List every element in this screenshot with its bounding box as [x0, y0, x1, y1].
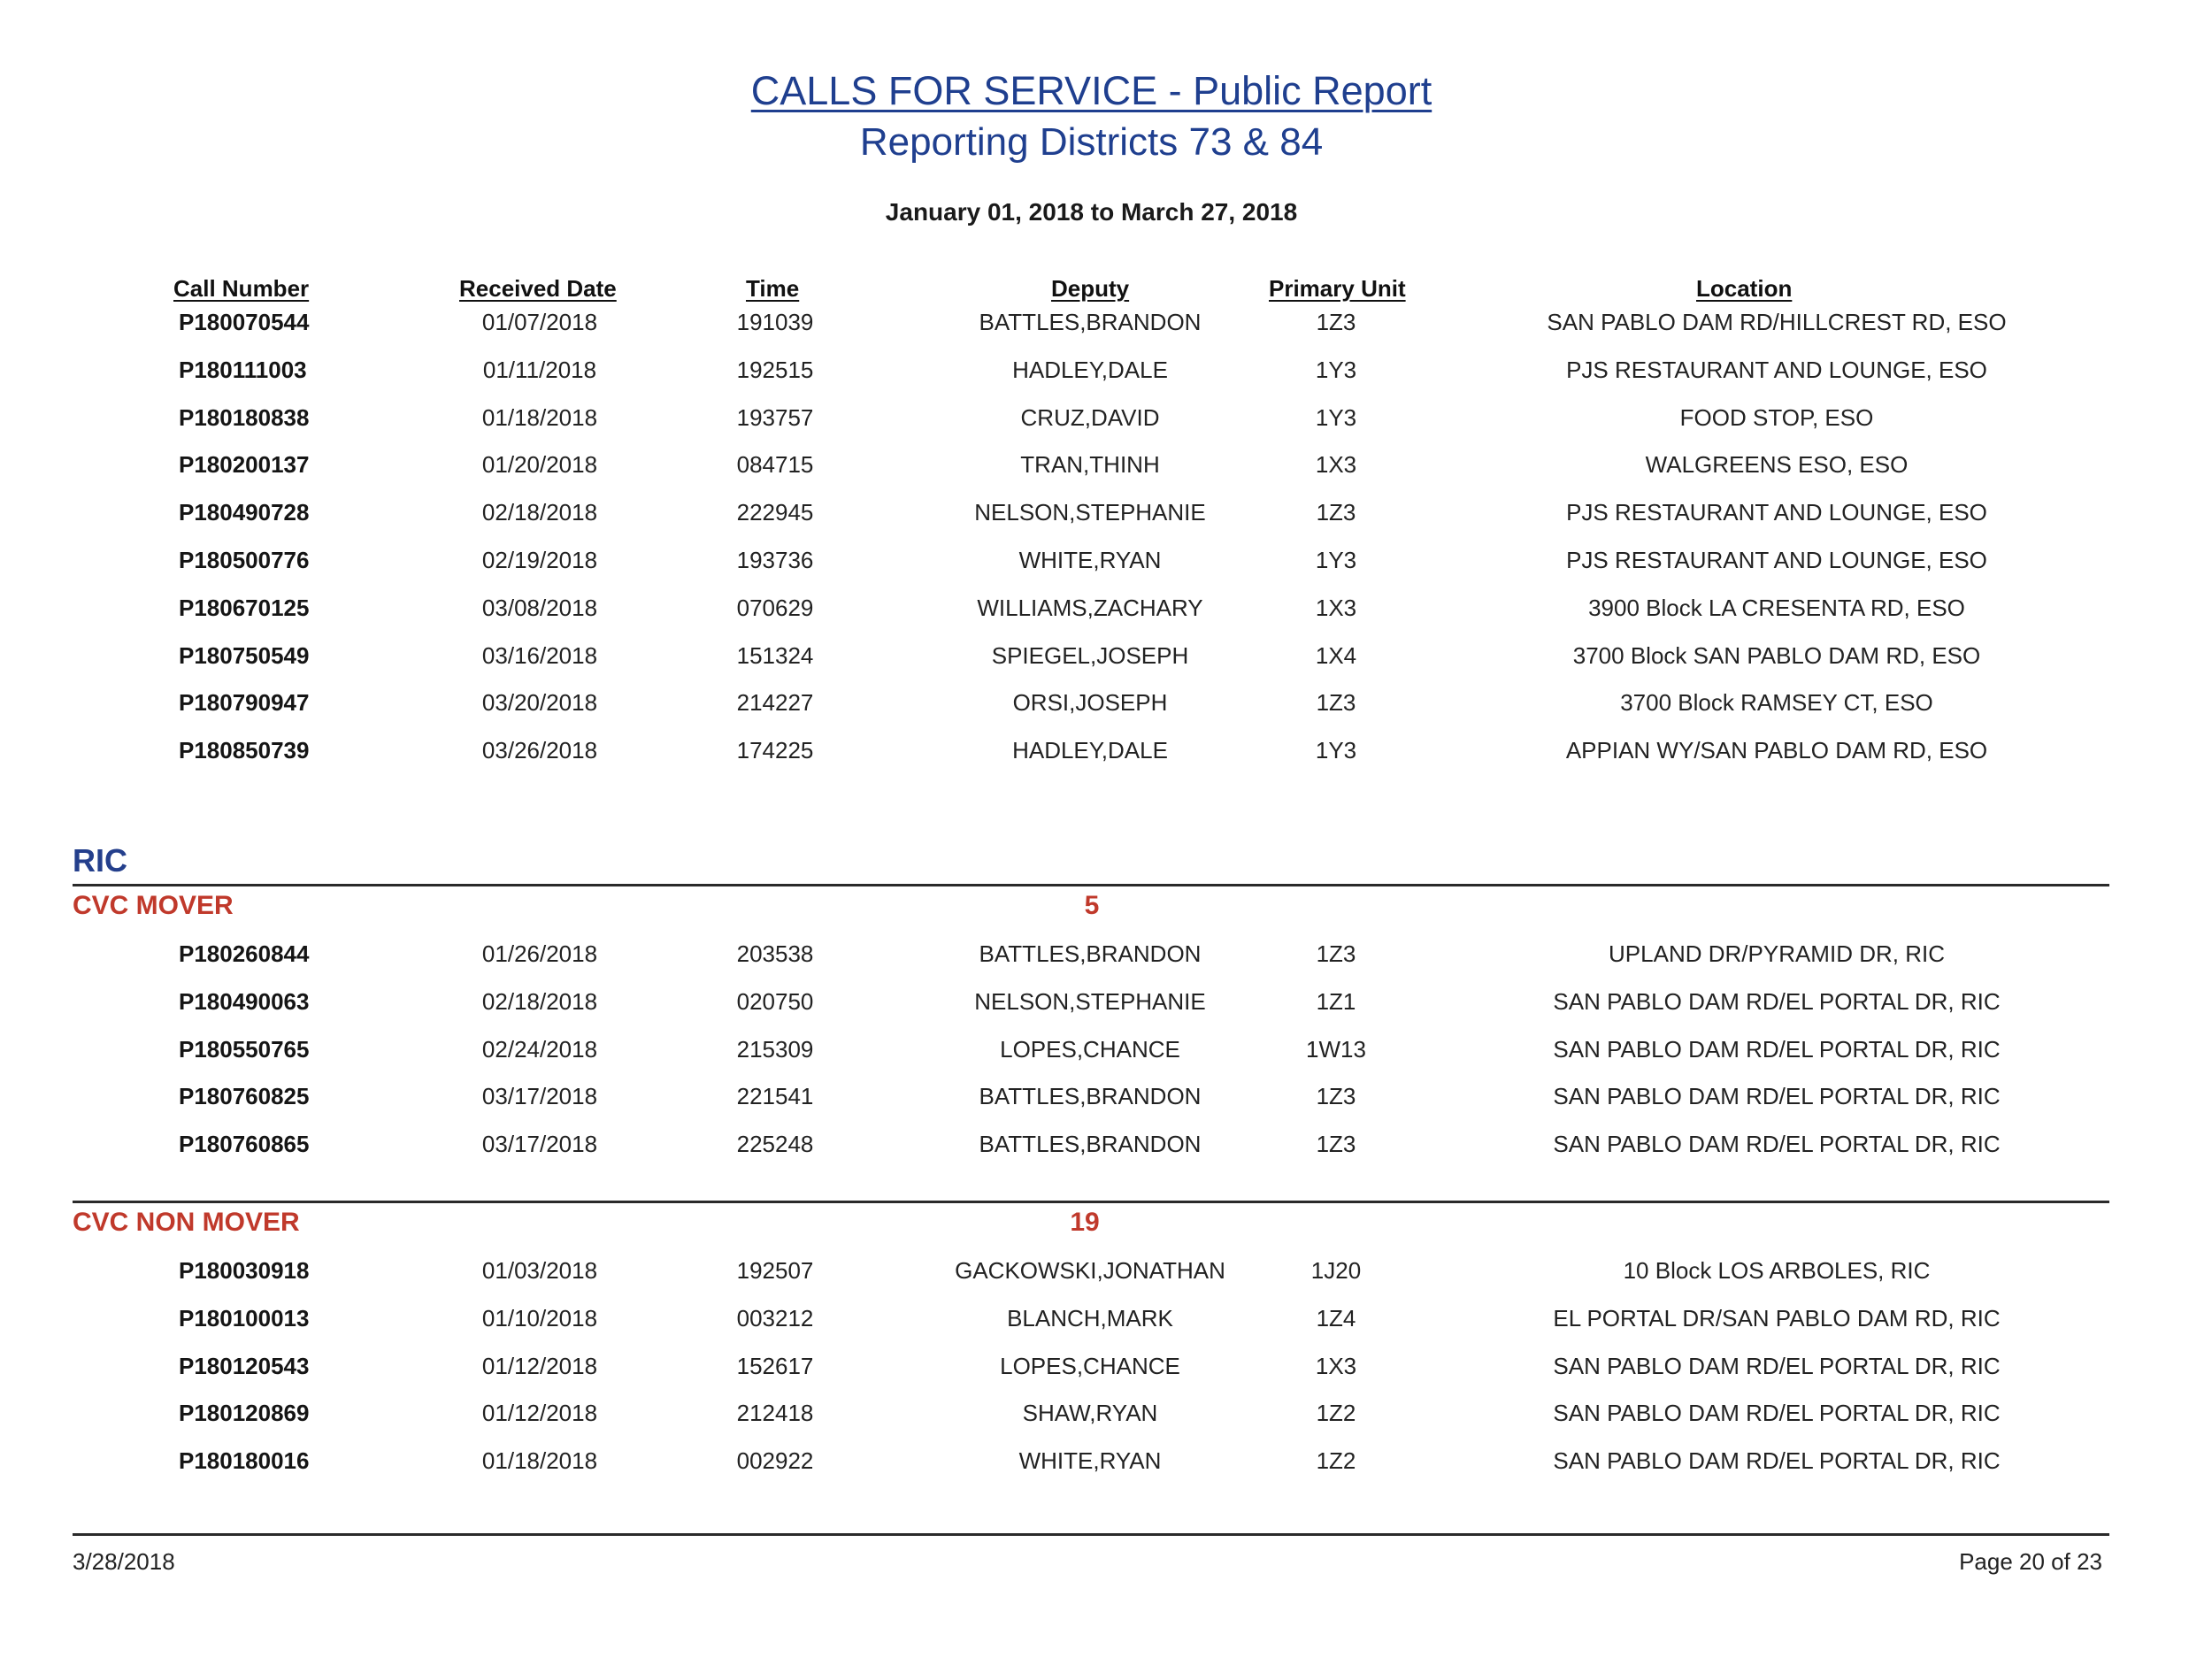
- primary-unit-cell: 1Z1: [1316, 987, 1356, 1015]
- category-count: 5: [1084, 891, 1100, 920]
- deputy-cell: SPIEGEL,JOSEPH: [991, 641, 1189, 669]
- footer-page-number: Page 20 of 23: [1959, 1548, 2102, 1575]
- category-count: 19: [1070, 1208, 1100, 1237]
- call-number-cell: P180850739: [179, 737, 310, 764]
- table-row: [0, 1395, 2212, 1431]
- time-cell: 193736: [736, 547, 814, 573]
- location-cell: 3900 Block LA CRESENTA RD, ESO: [1588, 594, 1965, 621]
- location-cell: UPLAND DR/PYRAMID DR, RIC: [1609, 940, 1945, 967]
- time-cell: 152617: [736, 1352, 814, 1379]
- location-cell: SAN PABLO DAM RD/EL PORTAL DR, RIC: [1553, 987, 2001, 1015]
- received-date-cell: 03/26/2018: [481, 737, 598, 764]
- time-cell: 192507: [736, 1257, 814, 1284]
- table-row: [0, 1301, 2212, 1336]
- call-number-cell: P180500776: [179, 547, 310, 573]
- primary-unit-cell: 1Z3: [1316, 1131, 1356, 1158]
- received-date-cell: 02/18/2018: [481, 987, 598, 1015]
- time-cell: 174225: [736, 737, 814, 764]
- table-row: [0, 1443, 2212, 1478]
- table-row: [0, 1253, 2212, 1288]
- time-cell: 214227: [736, 689, 814, 717]
- location-cell: 3700 Block RAMSEY CT, ESO: [1620, 689, 1933, 717]
- call-number-cell: P180180838: [179, 403, 310, 431]
- call-number-cell: P180180016: [179, 1447, 310, 1475]
- primary-unit-cell: 1Z2: [1316, 1400, 1356, 1427]
- time-cell: 203538: [736, 940, 814, 967]
- primary-unit-cell: 1Y3: [1315, 403, 1357, 431]
- received-date-cell: 03/08/2018: [481, 594, 598, 621]
- primary-unit-cell: 1Z3: [1316, 689, 1356, 717]
- time-cell: 212418: [736, 1400, 814, 1427]
- primary-unit-cell: 1X4: [1315, 641, 1357, 669]
- time-cell: 191039: [736, 309, 814, 335]
- primary-unit-cell: 1Z3: [1316, 940, 1356, 967]
- deputy-cell: NELSON,STEPHANIE: [974, 987, 1206, 1015]
- call-number-cell: P180070544: [179, 309, 310, 335]
- location-cell: FOOD STOP, ESO: [1679, 403, 1874, 431]
- column-header-received-date: Received Date: [459, 275, 617, 302]
- deputy-cell: BATTLES,BRANDON: [979, 1083, 1202, 1110]
- table-row: [0, 1348, 2212, 1384]
- deputy-cell: WHITE,RYAN: [1018, 547, 1162, 573]
- received-date-cell: 01/10/2018: [481, 1304, 598, 1331]
- time-cell: 084715: [736, 451, 814, 479]
- deputy-cell: HADLEY,DALE: [1012, 356, 1168, 383]
- received-date-cell: 01/18/2018: [481, 403, 598, 431]
- time-cell: 003212: [736, 1304, 814, 1331]
- category-name: CVC NON MOVER: [73, 1208, 300, 1237]
- deputy-cell: SHAW,RYAN: [1022, 1400, 1158, 1427]
- location-cell: WALGREENS ESO, ESO: [1645, 451, 1909, 479]
- table-row: [0, 685, 2212, 720]
- location-cell: APPIAN WY/SAN PABLO DAM RD, ESO: [1565, 737, 1988, 764]
- location-cell: PJS RESTAURANT AND LOUNGE, ESO: [1566, 499, 1987, 526]
- time-cell: 215309: [736, 1035, 814, 1063]
- time-cell: 151324: [736, 641, 814, 669]
- deputy-cell: LOPES,CHANCE: [1000, 1352, 1180, 1379]
- primary-unit-cell: 1X3: [1315, 594, 1357, 621]
- call-number-cell: P180760825: [179, 1083, 310, 1110]
- call-number-cell: P180670125: [179, 594, 310, 621]
- primary-unit-cell: 1Z3: [1316, 1083, 1356, 1110]
- deputy-cell: BATTLES,BRANDON: [979, 309, 1202, 335]
- table-row: [0, 984, 2212, 1019]
- primary-unit-cell: 1X3: [1315, 1352, 1357, 1379]
- time-cell: 020750: [736, 987, 814, 1015]
- call-number-cell: P180760865: [179, 1131, 310, 1158]
- call-number-cell: P180790947: [179, 689, 310, 717]
- location-cell: SAN PABLO DAM RD/EL PORTAL DR, RIC: [1553, 1131, 2001, 1158]
- location-cell: 3700 Block SAN PABLO DAM RD, ESO: [1572, 641, 1981, 669]
- report-title: CALLS FOR SERVICE - Public Report: [750, 68, 1432, 113]
- table-row: [0, 638, 2212, 673]
- received-date-cell: 01/26/2018: [481, 940, 598, 967]
- primary-unit-cell: 1Y3: [1315, 737, 1357, 764]
- call-number-cell: P180120543: [179, 1352, 310, 1379]
- primary-unit-cell: 1Z3: [1316, 309, 1356, 335]
- received-date-cell: 03/20/2018: [481, 689, 598, 717]
- deputy-cell: BLANCH,MARK: [1007, 1304, 1173, 1331]
- time-cell: 225248: [736, 1131, 814, 1158]
- call-number-cell: P180100013: [179, 1304, 310, 1331]
- deputy-cell: NELSON,STEPHANIE: [974, 499, 1206, 526]
- deputy-cell: BATTLES,BRANDON: [979, 1131, 1202, 1158]
- received-date-cell: 03/16/2018: [481, 641, 598, 669]
- table-row: [0, 495, 2212, 530]
- column-header-primary-unit: Primary Unit: [1269, 275, 1406, 302]
- primary-unit-cell: 1W13: [1306, 1035, 1366, 1063]
- call-number-cell: P180260844: [179, 940, 310, 967]
- location-cell: SAN PABLO DAM RD/HILLCREST RD, ESO: [1547, 309, 2007, 335]
- call-number-cell: P180550765: [179, 1035, 310, 1063]
- report-date-range: January 01, 2018 to March 27, 2018: [885, 198, 1298, 226]
- primary-unit-cell: 1J20: [1310, 1257, 1362, 1284]
- location-cell: SAN PABLO DAM RD/EL PORTAL DR, RIC: [1553, 1352, 2001, 1379]
- time-cell: 192515: [736, 356, 814, 383]
- column-header-deputy: Deputy: [1051, 275, 1130, 302]
- call-number-cell: P180120869: [179, 1400, 310, 1427]
- received-date-cell: 01/11/2018: [482, 356, 597, 383]
- table-row: [0, 733, 2212, 768]
- table-row: [0, 447, 2212, 482]
- time-cell: 221541: [736, 1083, 814, 1110]
- location-cell: PJS RESTAURANT AND LOUNGE, ESO: [1566, 547, 1987, 573]
- call-number-cell: P180750549: [179, 641, 310, 669]
- primary-unit-cell: 1Y3: [1315, 547, 1357, 573]
- table-row: [0, 400, 2212, 435]
- deputy-cell: WILLIAMS,ZACHARY: [977, 594, 1203, 621]
- received-date-cell: 03/17/2018: [481, 1083, 598, 1110]
- received-date-cell: 01/03/2018: [481, 1257, 598, 1284]
- time-cell: 070629: [736, 594, 814, 621]
- time-cell: 002922: [736, 1447, 814, 1475]
- deputy-cell: LOPES,CHANCE: [1000, 1035, 1180, 1063]
- location-cell: 10 Block LOS ARBOLES, RIC: [1623, 1257, 1931, 1284]
- footer-print-date: 3/28/2018: [73, 1548, 175, 1575]
- time-cell: 222945: [736, 499, 814, 526]
- received-date-cell: 03/17/2018: [481, 1131, 598, 1158]
- location-cell: SAN PABLO DAM RD/EL PORTAL DR, RIC: [1553, 1083, 2001, 1110]
- table-row: [0, 1078, 2212, 1114]
- received-date-cell: 01/07/2018: [481, 309, 598, 335]
- received-date-cell: 02/18/2018: [481, 499, 598, 526]
- deputy-cell: GACKOWSKI,JONATHAN: [955, 1257, 1225, 1284]
- call-number-cell: P180490728: [179, 499, 310, 526]
- received-date-cell: 01/18/2018: [481, 1447, 598, 1475]
- location-cell: PJS RESTAURANT AND LOUNGE, ESO: [1566, 356, 1987, 383]
- primary-unit-cell: 1Z2: [1316, 1447, 1356, 1475]
- table-row: [0, 304, 2212, 340]
- category-name: CVC MOVER: [73, 891, 234, 920]
- column-header-call-number: Call Number: [173, 275, 310, 302]
- primary-unit-cell: 1Z4: [1316, 1304, 1356, 1331]
- primary-unit-cell: 1Z3: [1316, 499, 1356, 526]
- table-row: [0, 936, 2212, 971]
- table-row: [0, 542, 2212, 578]
- primary-unit-cell: 1Y3: [1315, 356, 1357, 383]
- deputy-cell: WHITE,RYAN: [1018, 1447, 1162, 1475]
- footer-divider: [73, 1533, 2109, 1536]
- column-header-time: Time: [746, 275, 800, 302]
- report-subtitle: Reporting Districts 73 & 84: [859, 120, 1324, 164]
- section-divider: [73, 884, 2109, 886]
- section-divider: [73, 1201, 2109, 1203]
- location-cell: SAN PABLO DAM RD/EL PORTAL DR, RIC: [1553, 1035, 2001, 1063]
- location-cell: EL PORTAL DR/SAN PABLO DAM RD, RIC: [1553, 1304, 2001, 1331]
- primary-unit-cell: 1X3: [1315, 451, 1357, 479]
- location-cell: SAN PABLO DAM RD/EL PORTAL DR, RIC: [1553, 1400, 2001, 1427]
- call-number-cell: P180030918: [179, 1257, 310, 1284]
- table-row: [0, 1032, 2212, 1067]
- table-row: [0, 590, 2212, 625]
- deputy-cell: HADLEY,DALE: [1012, 737, 1168, 764]
- district-heading: RIC: [73, 842, 127, 879]
- table-row: [0, 1126, 2212, 1162]
- deputy-cell: TRAN,THINH: [1020, 451, 1160, 479]
- location-cell: SAN PABLO DAM RD/EL PORTAL DR, RIC: [1553, 1447, 2001, 1475]
- deputy-cell: BATTLES,BRANDON: [979, 940, 1202, 967]
- time-cell: 193757: [736, 403, 814, 431]
- call-number-cell: P180200137: [179, 451, 310, 479]
- received-date-cell: 01/12/2018: [481, 1400, 598, 1427]
- call-number-cell: P180490063: [179, 987, 310, 1015]
- received-date-cell: 01/20/2018: [481, 451, 598, 479]
- table-row: [0, 352, 2212, 388]
- received-date-cell: 02/19/2018: [481, 547, 598, 573]
- column-header-location: Location: [1696, 275, 1793, 302]
- received-date-cell: 02/24/2018: [481, 1035, 598, 1063]
- call-number-cell: P180111003: [179, 356, 307, 383]
- deputy-cell: CRUZ,DAVID: [1020, 403, 1160, 431]
- received-date-cell: 01/12/2018: [481, 1352, 598, 1379]
- deputy-cell: ORSI,JOSEPH: [1012, 689, 1168, 717]
